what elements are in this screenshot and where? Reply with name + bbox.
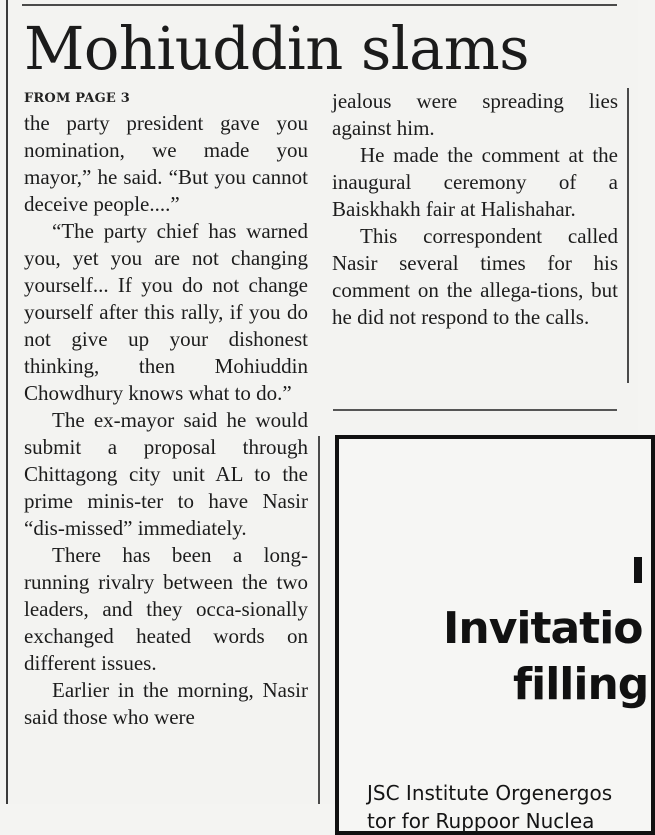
column-divider [318,436,320,804]
column-divider [627,88,629,383]
paragraph: jealous were spreading lies against him. [332,89,618,140]
advertisement-box [335,435,655,835]
ad-heading: filling [513,659,649,710]
paragraph: the party president gave you nomination, we made you mayor,” he said. “But you cannot deceive people....” [24,111,308,216]
paragraph: “The party chief has warned you, yet you are not changing yourself... If you do not change yourself after this rally, if you do not give up your dishonest thinking, then Mohiuddin Chowdhury knows what to do.” [24,219,308,405]
paragraph: There has been a long-running rivalry between the two leaders, and they occa-sionally exchanged heated words on different issues. [24,543,308,675]
article-column-left [24,110,308,731]
page-edge-rule [6,0,8,804]
ad-body-line: tor for Ruppoor Nuclea [367,809,595,833]
jump-line: FROM PAGE 3 [24,91,130,106]
paragraph: Earlier in the morning, Nasir said those who were [24,678,308,729]
paragraph: This correspondent called Nasir several times for his comment on the allega-tions, but he did not respond to the calls. [332,224,618,329]
headline: Mohiuddin slams [24,14,530,83]
paragraph: He made the comment at the inaugural ceremony of a Baiskhakh fair at Halishahar. [332,143,618,221]
ad-body-text [367,779,612,835]
ad-heading-fragment [634,557,642,583]
paragraph: The ex-mayor said he would submit a proposal through Chittagong city unit AL to the prime minis-ter to have Nasir “dis-missed” immediately. [24,408,308,540]
article-column-right [332,88,618,331]
article-end-rule [333,409,617,411]
top-rule [22,4,617,6]
ad-heading: Invitatio [443,603,643,654]
ad-body-line: JSC Institute Orgenergos [367,781,613,805]
